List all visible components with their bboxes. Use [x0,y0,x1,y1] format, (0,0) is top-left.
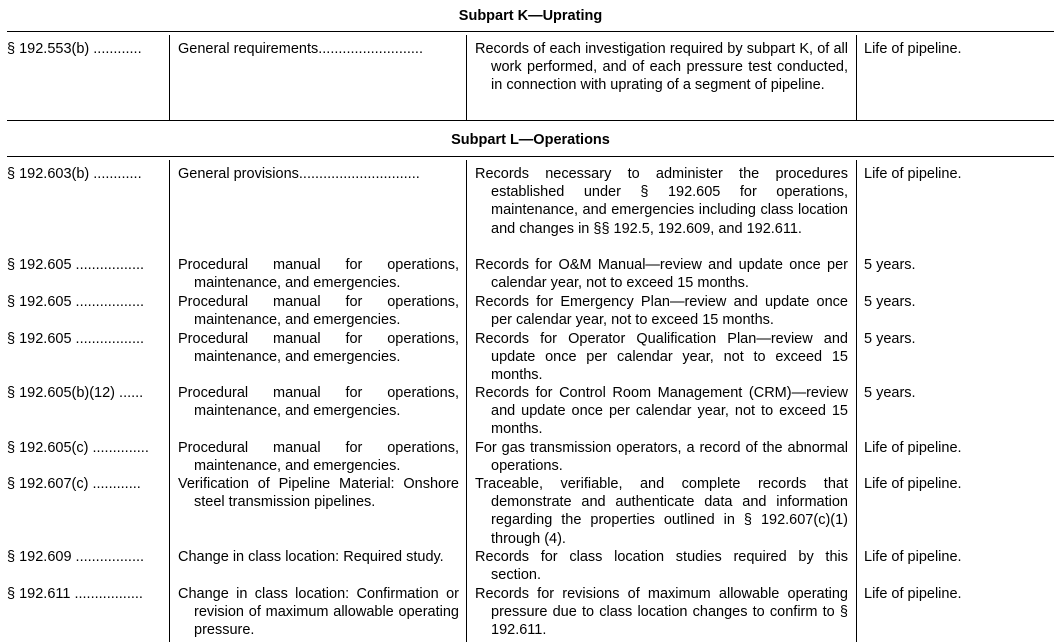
retention-cell: Life of pipeline. [864,476,962,492]
requirement-cell: General provisions .............................. [178,166,420,182]
retention-cell: 5 years. [864,385,916,401]
records-cell: Traceable, verifiable, and complete records that demonstrate and authenticate data and information regarding the properties outlined in § 192.607(c)(1) through (4). [475,476,848,547]
requirement-cell: Change in class location: Required study. [178,549,444,565]
requirement-cell: General requirements .......................... [178,41,423,57]
column-rule [466,35,467,120]
records-cell: Records for class location studies required by this section. [475,549,848,584]
section-cell: § 192.603(b) ............ [7,166,142,182]
requirement-cell: Procedural manual for operations, maintenance, and emergencies. [178,294,459,329]
section-cell: § 192.607(c) ............ [7,476,141,492]
column-rule [466,160,467,642]
section-cell: § 192.605 ................. [7,331,145,347]
retention-cell: Life of pipeline. [864,166,962,182]
retention-cell: Life of pipeline. [864,41,962,57]
records-cell: Records for Operator Qualification Plan—review and update once per calendar year, not to exceed 15 months. [475,331,848,384]
retention-cell: Life of pipeline. [864,440,962,456]
requirement-cell: Verification of Pipeline Material: Onshore steel transmission pipelines. [178,476,459,511]
retention-cell: 5 years. [864,257,916,273]
table-rule [7,156,1054,157]
table-rule [7,31,1054,32]
section-cell: § 192.611 ................. [7,586,143,602]
section-cell: § 192.609 ................. [7,549,145,565]
requirement-cell: Procedural manual for operations, maintenance, and emergencies. [178,440,459,475]
requirement-cell: Procedural manual for operations, maintenance, and emergencies. [178,257,459,292]
section-cell: § 192.553(b) ............ [7,41,142,57]
retention-cell: Life of pipeline. [864,549,962,565]
section-cell: § 192.605(b)(12) ...... [7,385,144,401]
section-cell: § 192.605 ................. [7,257,145,273]
table-rule [7,120,1054,121]
retention-cell: 5 years. [864,331,916,347]
records-cell: Records for Control Room Management (CRM)—review and update once per calendar year, not to exceed 15 months. [475,385,848,438]
section-cell: § 192.605(c) .............. [7,440,149,456]
retention-cell: Life of pipeline. [864,586,962,602]
records-cell: Records for revisions of maximum allowable operating pressure due to class location changes to confirm to § 192.611. [475,586,848,639]
subpart-l-heading: Subpart L—Operations [451,132,610,148]
subpart-k-heading: Subpart K—Uprating [458,8,603,24]
records-cell: Records of each investigation required by subpart K, of all work performed, and of each pressure test conducted, in connection with uprating of a segment of pipeline. [475,41,848,94]
records-cell: Records for O&M Manual—review and update once per calendar year, not to exceed 15 months. [475,257,848,292]
requirement-cell: Procedural manual for operations, maintenance, and emergencies. [178,385,459,420]
column-rule [169,35,170,120]
requirement-cell: Procedural manual for operations, maintenance, and emergencies. [178,331,459,366]
section-cell: § 192.605 ................. [7,294,145,310]
records-cell: Records necessary to administer the procedures established under § 192.605 for operations, maintenance, and emergencies including class location and changes in §§ 192.5, 192.609, and 192.611. [475,166,848,237]
column-rule [856,160,857,642]
column-rule [856,35,857,120]
requirement-cell: Change in class location: Confirmation or revision of maximum allowable operating pressure. [178,586,459,639]
records-cell: Records for Emergency Plan—review and update once per calendar year, not to exceed 15 months. [475,294,848,329]
retention-cell: 5 years. [864,294,916,310]
column-rule [169,160,170,642]
records-cell: For gas transmission operators, a record of the abnormal operations. [475,440,848,475]
